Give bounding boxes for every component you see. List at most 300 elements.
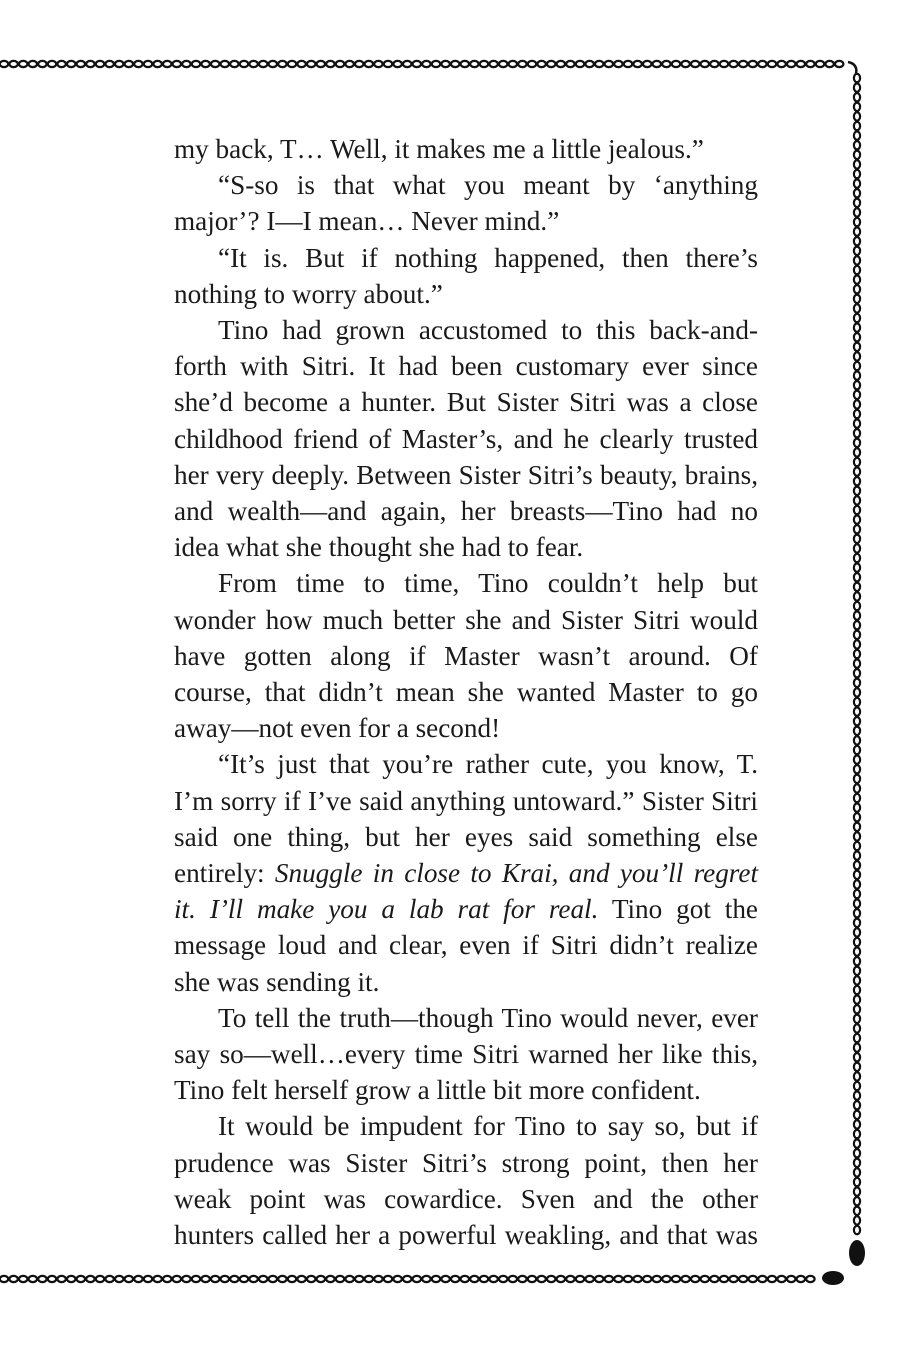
chain-link [854,343,860,351]
chain-link [29,61,37,67]
chain-link [854,909,860,917]
chain-link [854,592,860,600]
chain-link [182,61,190,67]
chain-link [0,61,8,67]
chain-link [854,1043,860,1051]
chain-link [153,61,161,67]
chain-link [662,1276,670,1282]
chain-link [163,61,171,67]
chain-link [854,227,860,235]
chain-link [854,506,860,514]
chain-link [854,611,860,619]
chain-link [105,1276,113,1282]
chain-link [115,1276,123,1282]
chain-end-ornament [822,1271,844,1285]
chain-link [854,1082,860,1090]
paragraph: my back, T… Well, it makes me a little jealous.” [174,134,704,164]
chain-link [854,688,860,696]
chain-link [585,61,593,67]
chain-link [701,1276,709,1282]
chain-link [432,61,440,67]
chain-link [125,1276,133,1282]
paragraph: “S-so is that what you meant by ‘anything major’? I—I mean… Never mind.” [174,170,758,237]
book-text [174,131,758,1253]
chain-link [518,1276,526,1282]
chain-link [173,61,181,67]
chain-link [854,583,860,591]
chain-link [854,314,860,322]
chain-link [307,1276,315,1282]
chain-link [854,515,860,523]
paragraph [174,746,758,999]
chain-link [854,1168,860,1176]
chain-link [566,1276,574,1282]
chain-link [115,61,123,67]
chain-link [432,1276,440,1282]
chain-link [787,61,795,67]
chain-link [413,1276,421,1282]
chain-link [144,61,152,67]
chain-link [854,727,860,735]
chain-link [393,1276,401,1282]
chain-link [317,1276,325,1282]
chain-link [240,61,248,67]
chain-border-right [854,74,860,1234]
chain-link [518,61,526,67]
chain-link [662,61,670,67]
chain-link [576,61,584,67]
chain-link [854,525,860,533]
chain-link [681,61,689,67]
chain-link [326,1276,334,1282]
chain-link [854,995,860,1003]
chain-link [192,1276,200,1282]
chain-link [854,851,860,859]
chain-link [240,1276,248,1282]
paragraph: It would be impudent for Tino to say so, but if prudence was Sister Sitri’s strong point, then her weak point was cowardice. Sven and the other hunters called her a powerful weakling, and that was [174,1111,758,1251]
chain-link [854,1091,860,1099]
chain-link [854,439,860,447]
chain-link [854,237,860,245]
chain-pendant-drop [849,1240,865,1266]
chain-link [854,1063,860,1071]
chain-link [691,61,699,67]
chain-link [557,1276,565,1282]
chain-link [854,295,860,303]
chain-link [643,1276,651,1282]
chain-link [48,1276,56,1282]
chain-link [854,554,860,562]
chain-link [336,1276,344,1282]
chain-link [854,1197,860,1205]
chain-link [0,1276,8,1282]
chain-link [854,151,860,159]
chain-link [797,1276,805,1282]
chain-link [720,1276,728,1282]
chain-link [249,61,257,67]
chain-link [605,1276,613,1282]
chain-link [854,650,860,658]
chain-link [854,823,860,831]
chain-link [355,61,363,67]
chain-link [854,103,860,111]
chain-link [470,61,478,67]
chain-link [749,61,757,67]
chain-link [854,487,860,495]
chain-link [19,61,27,67]
chain-link [86,61,94,67]
chain-link [854,1159,860,1167]
chain-link [288,61,296,67]
chain-link [365,1276,373,1282]
chain-link [854,304,860,312]
chain-link [854,832,860,840]
chain-link [211,1276,219,1282]
chain-link [403,61,411,67]
chain-link [854,371,860,379]
chain-link [547,1276,555,1282]
chain-link [710,1276,718,1282]
chain-link [854,256,860,264]
chain-link [806,1276,814,1282]
chain-link [854,765,860,773]
chain-link [854,1187,860,1195]
chain-link [528,61,536,67]
chain-link [854,83,860,91]
chain-link [854,631,860,639]
chain-link [854,266,860,274]
chain-link [374,61,382,67]
chain-link [211,61,219,67]
chain-link [86,1276,94,1282]
chain-link [854,208,860,216]
chain-link [854,1072,860,1080]
chain-link [710,61,718,67]
chain-link [854,707,860,715]
chain-link [365,61,373,67]
chain-link [854,880,860,888]
chain-link [681,1276,689,1282]
chain-link [384,61,392,67]
chain-link [777,1276,785,1282]
chain-link [537,61,545,67]
chain-link [854,890,860,898]
paragraph: “It is. But if nothing happened, then there’s nothing to worry about.” [174,242,758,309]
chain-link [278,61,286,67]
paragraph-text: “It’s just that you’re rather cute, you know, T. I’m sorry if I’ve said anything untoward.” Sister Sitri said one thing, but her eyes said something else entirely: [174,749,758,889]
chain-link [854,352,860,360]
chain-link [854,112,860,120]
chain-link [221,61,229,67]
chain-link [806,61,814,67]
chain-link [854,573,860,581]
chain-link [768,61,776,67]
chain-link [441,1276,449,1282]
chain-link [854,429,860,437]
chain-link [854,899,860,907]
chain-link [461,1276,469,1282]
chain-link [854,1149,860,1157]
chain-link [854,535,860,543]
chain-link [854,640,860,648]
chain-link [816,61,824,67]
chain-link [422,1276,430,1282]
chain-link [441,61,449,67]
chain-link [182,1276,190,1282]
chain-link [614,61,622,67]
chain-link [653,61,661,67]
paragraph: Tino had grown accustomed to this back-and-forth with Sitri. It had been customary ever since she’d become a hunter. But Sister Sitri was a close childhood friend of Master’s, and he clearly trusted her very deeply. Between Sister Sitri’s beauty, brains, and wealth—and again, her breasts—Tino had no idea what she thought she had to fear. [174,315,758,563]
chain-link [537,1276,545,1282]
chain-link [854,1034,860,1042]
chain-link [854,842,860,850]
chain-link [38,1276,46,1282]
chain-link [854,602,860,610]
chain-link [854,755,860,763]
chain-link [854,74,860,82]
chain-link [777,61,785,67]
chain-link [528,1276,536,1282]
chain-link [854,861,860,869]
chain-link [854,1226,860,1234]
chain-link [854,698,860,706]
chain-link [854,381,860,389]
chain-link [451,61,459,67]
chain-link [259,1276,267,1282]
chain-link [854,1015,860,1023]
chain-link [499,1276,507,1282]
chain-link [854,199,860,207]
chain-link [854,179,860,187]
chain-link [499,61,507,67]
chain-link [249,1276,257,1282]
chain-link [854,659,860,667]
chain-link [854,784,860,792]
chain-link [854,717,860,725]
chain-link [125,61,133,67]
chain-link [854,362,860,370]
chain-link [230,1276,238,1282]
chain-link [854,160,860,168]
chain-link [854,419,860,427]
chain-link [489,61,497,67]
paragraph: From time to time, Tino couldn’t help but wonder how much better she and Sister Sitri would have gotten along if Master wasn’t around. Of course, that didn’t mean she wanted Master to go away—not even for a second! [174,568,758,744]
chain-link [384,1276,392,1282]
chain-link [163,1276,171,1282]
chain-link [221,1276,229,1282]
chain-link [854,477,860,485]
chain-link [854,1178,860,1186]
chain-link [825,61,833,67]
chain-link [854,1053,860,1061]
chain-link [557,61,565,67]
chain-link [854,813,860,821]
chain-link [547,61,555,67]
chain-border-top [0,61,843,67]
chain-link [614,1276,622,1282]
chain-link [173,1276,181,1282]
chain-link [134,61,142,67]
chain-link [29,1276,37,1282]
chain-link [422,61,430,67]
chain-link [701,61,709,67]
chain-link [854,746,860,754]
chain-link [480,61,488,67]
chain-link [854,794,860,802]
chain-link [854,919,860,927]
chain-link [672,1276,680,1282]
chain-link [854,400,860,408]
chain-link [297,61,305,67]
chain-link [595,1276,603,1282]
chain-link [403,1276,411,1282]
chain-link [854,448,860,456]
chain-link [758,61,766,67]
chain-link [739,1276,747,1282]
chain-link [326,61,334,67]
chain-link [451,1276,459,1282]
chain-link [749,1276,757,1282]
chain-link [854,679,860,687]
chain-link [9,61,17,67]
chain-link [566,61,574,67]
chain-link [854,976,860,984]
chain-link [854,938,860,946]
chain-link [259,61,267,67]
chain-link [345,1276,353,1282]
chain-link [307,61,315,67]
chain-link [854,803,860,811]
chain-link [854,563,860,571]
chain-link [758,1276,766,1282]
chain-link [854,1130,860,1138]
chain-link [624,1276,632,1282]
chain-link [854,1120,860,1128]
chain-link [854,544,860,552]
chain-link [854,189,860,197]
chain-link [768,1276,776,1282]
chain-link [288,1276,296,1282]
chain-border-bottom [0,1276,815,1282]
chain-link [729,1276,737,1282]
chain-link [336,61,344,67]
chain-link [317,61,325,67]
chain-link [854,218,860,226]
chain-link [854,1101,860,1109]
chain-link [153,1276,161,1282]
chain-link [854,333,860,341]
chain-link [19,1276,27,1282]
chain-link [854,93,860,101]
chain-link [461,61,469,67]
chain-link [393,61,401,67]
paragraph: To tell the truth—though Tino would never, ever say so—well…every time Sitri warned her like this, Tino felt herself grow a little bit more confident. [174,1002,758,1106]
chain-link [854,122,860,130]
chain-link [278,1276,286,1282]
paragraph-text: Tino got the message loud and clear, even if Sitri didn’t realize she was sending it. [174,894,758,997]
chain-link [96,61,104,67]
chain-link [854,285,860,293]
chain-link [67,61,75,67]
chain-link [854,871,860,879]
chain-link [854,957,860,965]
chain-link [854,928,860,936]
chain-link [854,141,860,149]
chain-link [38,61,46,67]
chain-link [201,1276,209,1282]
chain-link [691,1276,699,1282]
chain-link [854,323,860,331]
chain-link [797,61,805,67]
chain-link [854,131,860,139]
chain-link [576,1276,584,1282]
chain-link [269,1276,277,1282]
chain-link [854,986,860,994]
chain-link [345,61,353,67]
chain-link [489,1276,497,1282]
chain-link [835,61,843,67]
chain-link [854,1207,860,1215]
chain-link [77,61,85,67]
chain-link [230,61,238,67]
chain-link [854,1111,860,1119]
chain-link [134,1276,142,1282]
chain-link [144,1276,152,1282]
chain-link [672,61,680,67]
chain-link [96,1276,104,1282]
chain-link [57,1276,65,1282]
chain-link [854,669,860,677]
chain-link [105,61,113,67]
chain-link [854,170,860,178]
chain-link [374,1276,382,1282]
chain-link [854,496,860,504]
chain-link [854,391,860,399]
chain-link [67,1276,75,1282]
chain-link [9,1276,17,1282]
chain-link [854,1024,860,1032]
chain-link [729,61,737,67]
chain-link [269,61,277,67]
chain-link [854,947,860,955]
chain-link [633,61,641,67]
chain-link [854,621,860,629]
chain-link [413,61,421,67]
chain-link [854,1139,860,1147]
chain-link [739,61,747,67]
chain-link [605,61,613,67]
chain-link [854,1216,860,1224]
chain-link [585,1276,593,1282]
chain-link [624,61,632,67]
chain-link [854,275,860,283]
chain-link [854,410,860,418]
chain-link [854,1005,860,1013]
chain-link [77,1276,85,1282]
chain-link [854,967,860,975]
chain-link [355,1276,363,1282]
chain-link [297,1276,305,1282]
chain-link [787,1276,795,1282]
chain-link [509,61,517,67]
chain-link [854,247,860,255]
chain-link [854,775,860,783]
chain-link [653,1276,661,1282]
chain-link [48,61,56,67]
chain-link [854,458,860,466]
chain-link [720,61,728,67]
chain-link [643,61,651,67]
